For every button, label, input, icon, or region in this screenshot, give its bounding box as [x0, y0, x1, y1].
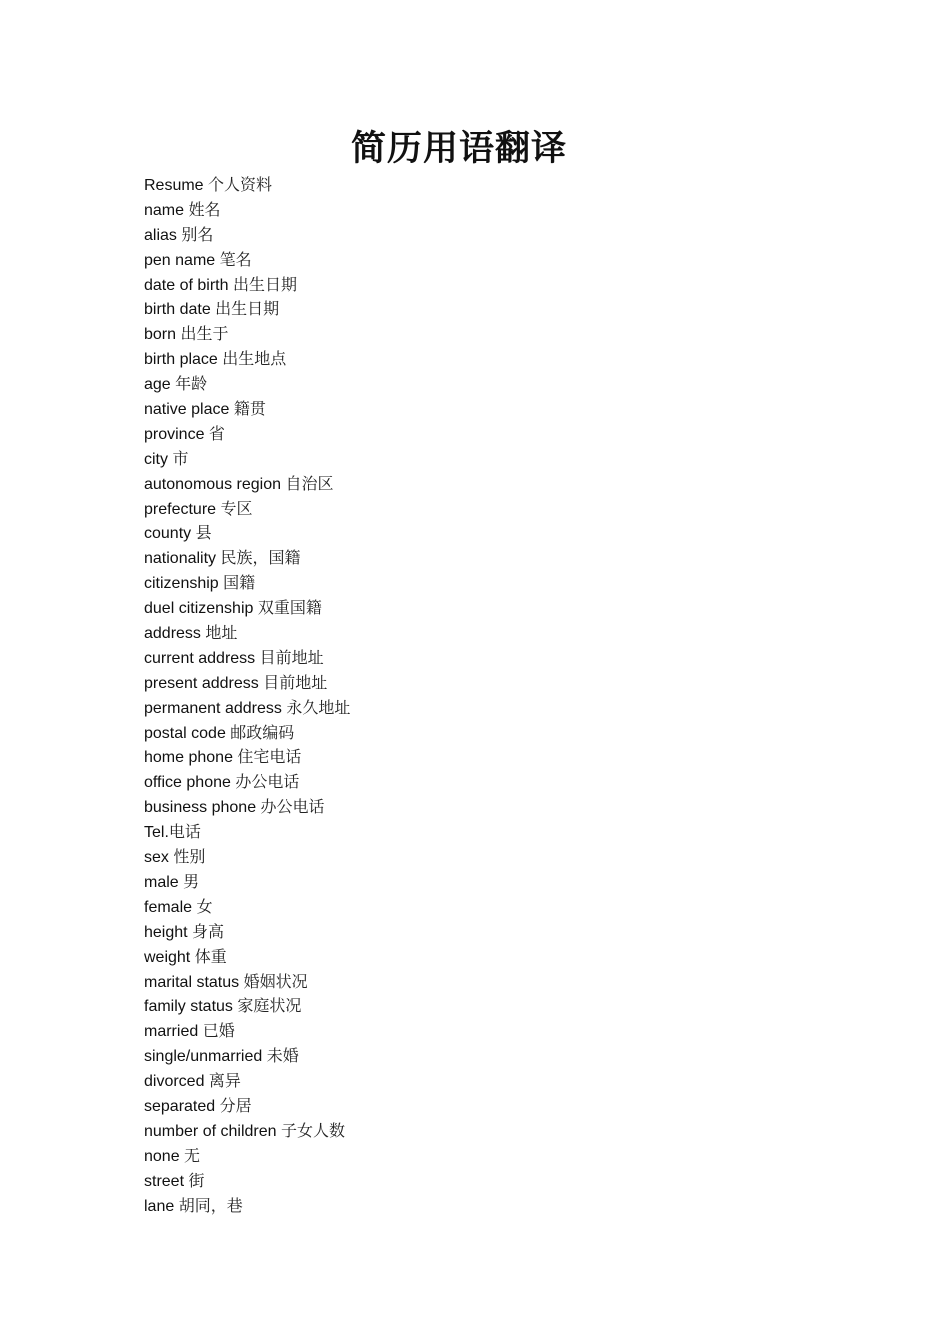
- term-chinese: 目前地址: [263, 672, 328, 692]
- term-row: [144, 820, 350, 845]
- term-english: single/unmarried: [144, 1048, 267, 1066]
- term-english: permanent address: [144, 699, 287, 717]
- term-row: [144, 372, 350, 397]
- term-row: [144, 621, 350, 646]
- term-row: [144, 994, 350, 1019]
- term-english: age: [144, 376, 176, 394]
- term-row: [144, 472, 350, 497]
- term-chinese: 姓名: [188, 199, 221, 219]
- term-row: [144, 1019, 350, 1044]
- term-english: sex: [144, 849, 174, 867]
- term-english: female: [144, 898, 197, 916]
- term-chinese: 身高: [192, 921, 225, 941]
- term-row: [144, 297, 350, 322]
- term-chinese: 出生日期: [215, 299, 280, 319]
- term-english: family status: [144, 998, 238, 1016]
- term-chinese: 双重国籍: [257, 598, 322, 618]
- term-row: [144, 447, 350, 472]
- term-english: street: [144, 1172, 189, 1190]
- term-english: address: [144, 625, 206, 643]
- term-chinese: 体重: [194, 946, 227, 966]
- term-english: alias: [144, 226, 182, 244]
- term-chinese: 国籍: [223, 573, 256, 593]
- term-chinese: 住宅电话: [237, 747, 302, 767]
- term-row: [144, 596, 350, 621]
- term-chinese: 办公电话: [260, 797, 325, 817]
- term-chinese: 目前地址: [259, 647, 324, 667]
- term-row: [144, 696, 350, 721]
- term-row: [144, 248, 350, 273]
- term-english: prefecture: [144, 500, 221, 518]
- term-row: [144, 1169, 350, 1194]
- term-english: number of children: [144, 1122, 281, 1140]
- term-english: name: [144, 201, 189, 219]
- term-row: [144, 322, 350, 347]
- term-row: [144, 521, 350, 546]
- term-chinese: 省: [208, 423, 225, 443]
- term-chinese: 别名: [181, 224, 214, 244]
- term-english: present address: [144, 674, 264, 692]
- term-row: [144, 198, 350, 223]
- term-row: [144, 1044, 350, 1069]
- term-english: separated: [144, 1097, 220, 1115]
- term-english: city: [144, 450, 173, 468]
- term-english: nationality: [144, 550, 221, 568]
- term-row: [144, 1119, 350, 1144]
- term-chinese: 籍贯: [233, 399, 266, 419]
- term-chinese: 离异: [208, 1071, 241, 1091]
- term-chinese: 家庭状况: [237, 996, 302, 1016]
- term-row: [144, 945, 350, 970]
- term-chinese: 子女人数: [280, 1120, 345, 1140]
- term-english: born: [144, 326, 181, 344]
- term-row: [144, 422, 350, 447]
- term-row: [144, 845, 350, 870]
- term-chinese: 出生日期: [232, 274, 297, 294]
- term-chinese: 县: [195, 523, 212, 543]
- term-english: divorced: [144, 1073, 209, 1091]
- term-row: [144, 1069, 350, 1094]
- term-row: [144, 546, 350, 571]
- term-row: [144, 1144, 350, 1169]
- term-english: lane: [144, 1197, 179, 1215]
- term-english: province: [144, 425, 209, 443]
- term-chinese: 出生地点: [222, 349, 287, 369]
- term-english: native place: [144, 401, 234, 419]
- term-chinese: 无: [184, 1145, 201, 1165]
- term-english: birth place: [144, 351, 223, 369]
- term-english: autonomous region: [144, 475, 286, 493]
- term-chinese: 出生于: [180, 324, 229, 344]
- term-english: citizenship: [144, 575, 224, 593]
- term-chinese: 婚姻状况: [243, 971, 308, 991]
- term-chinese: 男: [183, 871, 200, 891]
- term-chinese: 笔名: [219, 249, 252, 269]
- term-row: [144, 970, 350, 995]
- term-english: marital status: [144, 973, 244, 991]
- term-row: [144, 870, 350, 895]
- term-english: duel citizenship: [144, 600, 258, 618]
- term-row: [144, 173, 350, 198]
- term-chinese: 专区: [220, 498, 253, 518]
- term-row: [144, 497, 350, 522]
- term-row: [144, 895, 350, 920]
- term-english: Tel.: [144, 824, 169, 842]
- term-english: Resume: [144, 177, 209, 194]
- term-row: [144, 721, 350, 746]
- term-chinese: 市: [172, 448, 189, 468]
- term-chinese: 年龄: [175, 374, 208, 394]
- term-english: office phone: [144, 774, 236, 792]
- term-chinese: 地址: [205, 623, 238, 643]
- term-row: [144, 273, 350, 298]
- term-chinese: 街: [188, 1170, 205, 1190]
- term-chinese: 邮政编码: [230, 722, 295, 742]
- term-english: business phone: [144, 799, 261, 817]
- term-chinese: 胡同，巷: [178, 1195, 243, 1215]
- term-row: [144, 397, 350, 422]
- term-english: married: [144, 1023, 203, 1041]
- page-title: 简历用语翻译: [350, 128, 567, 169]
- term-row: [144, 770, 350, 795]
- term-english: height: [144, 923, 193, 941]
- term-english: date of birth: [144, 276, 233, 294]
- term-row: [144, 1094, 350, 1119]
- term-row: [144, 347, 350, 372]
- term-chinese: 电话: [168, 822, 201, 842]
- term-row: [144, 920, 350, 945]
- term-chinese: 永久地址: [286, 697, 351, 717]
- term-chinese: 女: [196, 896, 213, 916]
- term-row: [144, 745, 350, 770]
- term-row: [144, 795, 350, 820]
- term-chinese: 未婚: [266, 1046, 299, 1066]
- term-english: pen name: [144, 251, 220, 269]
- term-english: postal code: [144, 724, 231, 742]
- term-english: male: [144, 873, 184, 891]
- term-row: [144, 1194, 350, 1219]
- term-chinese: 个人资料: [208, 175, 273, 194]
- term-english: weight: [144, 948, 195, 966]
- term-row: [144, 671, 350, 696]
- term-chinese: 自治区: [285, 473, 334, 493]
- term-chinese: 已婚: [202, 1021, 235, 1041]
- term-english: none: [144, 1147, 185, 1165]
- term-chinese: 民族，国籍: [220, 548, 301, 568]
- term-list: [144, 173, 350, 1218]
- term-row: [144, 571, 350, 596]
- term-english: birth date: [144, 301, 216, 319]
- term-english: county: [144, 525, 196, 543]
- term-english: home phone: [144, 749, 238, 767]
- term-chinese: 办公电话: [235, 772, 300, 792]
- term-row: [144, 646, 350, 671]
- term-row: [144, 223, 350, 248]
- term-english: current address: [144, 649, 260, 667]
- term-chinese: 分居: [219, 1095, 252, 1115]
- term-chinese: 性别: [173, 847, 206, 867]
